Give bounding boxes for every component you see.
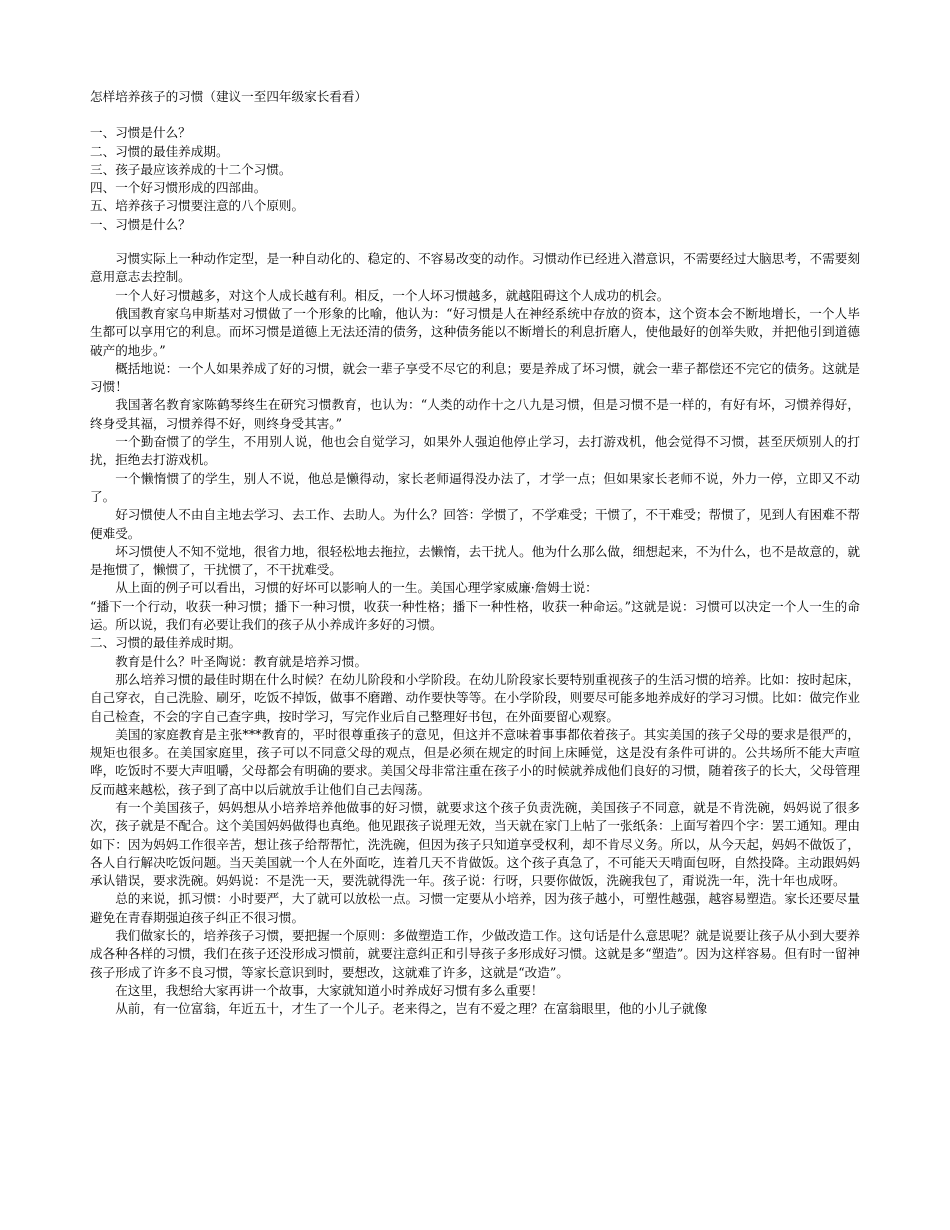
document-title: 怎样培养孩子的习惯（建议一至四年级家长看看） [90,89,368,104]
paragraph: 一个人好习惯越多，对这个人成长越有利。相反，一个人坏习惯越多，就越阻碍这个人成功的机会。 [115,287,670,303]
paragraph: 在这里，我想给大家再讲一个故事，大家就知道小时养成好习惯有多么重要！ [115,982,544,998]
paragraph: 习惯实际上一种动作定型，是一种自动化的、稳定的、不容易改变的动作。习惯动作已经进入潜意识，不需要经过大脑思考，不需要刻意用意志去控制。 [90,251,860,285]
paragraph: 坏习惯使人不知不觉地，很省力地，很轻松地去拖拉，去懒惰，去干扰人。他为什么那么做，细想起来，不为什么，也不是故意的，就是拖惯了，懒惯了，干扰惯了，不干扰难受。 [90,543,860,578]
paragraph: 一个懒惰惯了的学生，别人不说，他总是懒得动，家长老师逼得没办法了，才学一点；但如果家长老师不说，外力一停，立即又不动了。 [90,470,860,504]
spacer [90,234,860,250]
paragraph: 一个勤奋惯了的学生，不用别人说，他也会自觉学习，如果外人强迫他停止学习，去打游戏机，他会觉得不习惯，甚至厌烦别人的打扰，拒绝去打游戏机。 [90,434,860,468]
paragraph: 那么培养习惯的最佳时期在什么时候？在幼儿阶段和小学阶段。在幼儿阶段家长要特别重视孩子的生活习惯的培养。比如：按时起床，自己穿衣，自己洗脸、刷牙，吃饭不掉饭，做事不磨蹭、动作要快等等。在小学阶段，则要尽可能多地养成好的学习习惯。比如：做完作业自己检查，不会的字自己查字典，按时学习，写完作业后自己整理好书包，在外面要留心观察。 [90,671,860,724]
table-of-contents [90,124,860,215]
paragraph: 从前，有一位富翁，年近五十，才生了一个儿子。老来得之，岂有不爱之理？在富翁眼里，他的小儿子就像 [115,1001,708,1017]
section-heading-2: 二、习惯的最佳养成时期。 [90,635,242,651]
toc-item: 二、习惯的最佳养成期。 [90,143,229,159]
toc-item: 三、孩子最应该养成的十二个习惯。 [90,161,292,177]
paragraph: 从上面的例子可以看出，习惯的好坏可以影响人的一生。美国心理学家威廉·詹姆士说： [115,580,598,596]
paragraph: 我们做家长的，培养孩子习惯，要把握一个原则：多做塑造工作，少做改造工作。这句话是什么意思呢？就是说要让孩子从小到大要养成各种各样的习惯，我们在孩子还没形成习惯前，就要注意纠正和引导孩子多形成好习惯。这就是多“塑造”。因为这样容易。但有时一留神孩子形成了许多不良习惯，等家长意识到时，要想改，这就难了许多，这就是“改造”。 [90,928,860,980]
toc-item: 五、培养孩子习惯要注意的八个原则。 [90,198,305,214]
quote-paragraph: “播下一个行动，收获一种习惯；播下一种习惯，收获一种性格；播下一种性格，收获一种命运。”这就是说：习惯可以决定一个人一生的命运。所以说，我们有必要让我们的孩子从小养成许多好的习惯。 [90,598,860,633]
toc-item: 四、一个好习惯形成的四部曲。 [90,180,267,196]
paragraph: 概括地说：一个人如果养成了好的习惯，就会一辈子享受不尽它的利息；要是养成了坏习惯，就会一辈子都偿还不完它的债务。这就是习惯！ [90,360,860,395]
paragraph: 俄国教育家乌申斯基对习惯做了一个形象的比喻，他认为：“好习惯是人在神经系统中存放的资本，这个资本会不断地增长，一个人毕生都可以享用它的利息。而坏习惯是道德上无法还清的债务，这种债务能以不断增长的利息折磨人，使他最好的创举失败，并把他引到道德破产的地步。” [90,305,860,358]
section-2-body [90,653,860,1019]
toc-item: 一、习惯是什么？ [90,125,191,141]
paragraph: 我国著名教育家陈鹤琴终生在研究习惯教育，也认为：“人类的动作十之八九是习惯，但是习惯不是一样的，有好有坏，习惯养得好，终身受其福，习惯养得不好，则终身受其害。” [90,397,860,431]
paragraph: 总的来说，抓习惯：小时要严，大了就可以放松一点。习惯一定要从小培养，因为孩子越小，可塑性越强，越容易塑造。家长还要尽量避免在青春期强迫孩子纠正不很习惯。 [90,891,860,925]
paragraph: 好习惯使人不由自主地去学习、去工作、去助人。为什么？回答：学惯了，不学难受；干惯了，不干难受；帮惯了，见到人有困难不帮便难受。 [90,507,860,541]
paragraph: 有一个美国孩子，妈妈想从小培养培养他做事的好习惯，就要求这个孩子负责洗碗，美国孩子不同意，就是不肯洗碗，妈妈说了很多次，孩子就是不配合。这个美国妈妈做得也真绝。他见跟孩子说理无效，当天就在家门上帖了一张纸条：上面写着四个字：罢工通知。理由如下：因为妈妈工作很辛苦，想让孩子给帮帮忙，洗洗碗，但因为孩子只知道享受权利，却不肯尽义务。所以，从今天起，妈妈不做饭了，各人自行解决吃饭问题。当天美国就一个人在外面吃，连着几天不肯做饭。这个孩子真急了，不可能天天啃面包呀，自然投降。主动跟妈妈承认错误，要求洗碗。妈妈说：不是洗一天，要洗就得洗一年。孩子说：行呀，只要你做饭，洗碗我包了，甭说洗一年，洗十年也成呀。 [90,799,860,889]
paragraph: 美国的家庭教育是主张***教育的，平时很尊重孩子的意见，但这并不意味着事事都依着孩子。其实美国的孩子父母的要求是很严的，规矩也很多。在美国家庭里，孩子可以不同意父母的观点，但是必须在规定的时间上床睡觉，这是没有条件可讲的。公共场所不能大声喧哗，吃饭时不要大声咀嚼，父母都会有明确的要求。美国父母非常注重在孩子小的时候就养成他们良好的习惯，随着孩子的长大，父母管理反而越来越松，孩子到了高中以后就放手让他们自己去闯荡。 [90,726,860,797]
paragraph: 教育是什么？叶圣陶说：教育就是培养习惯。 [115,653,368,669]
section-1-body [90,250,860,634]
section-heading-1: 一、习惯是什么？ [90,216,191,232]
